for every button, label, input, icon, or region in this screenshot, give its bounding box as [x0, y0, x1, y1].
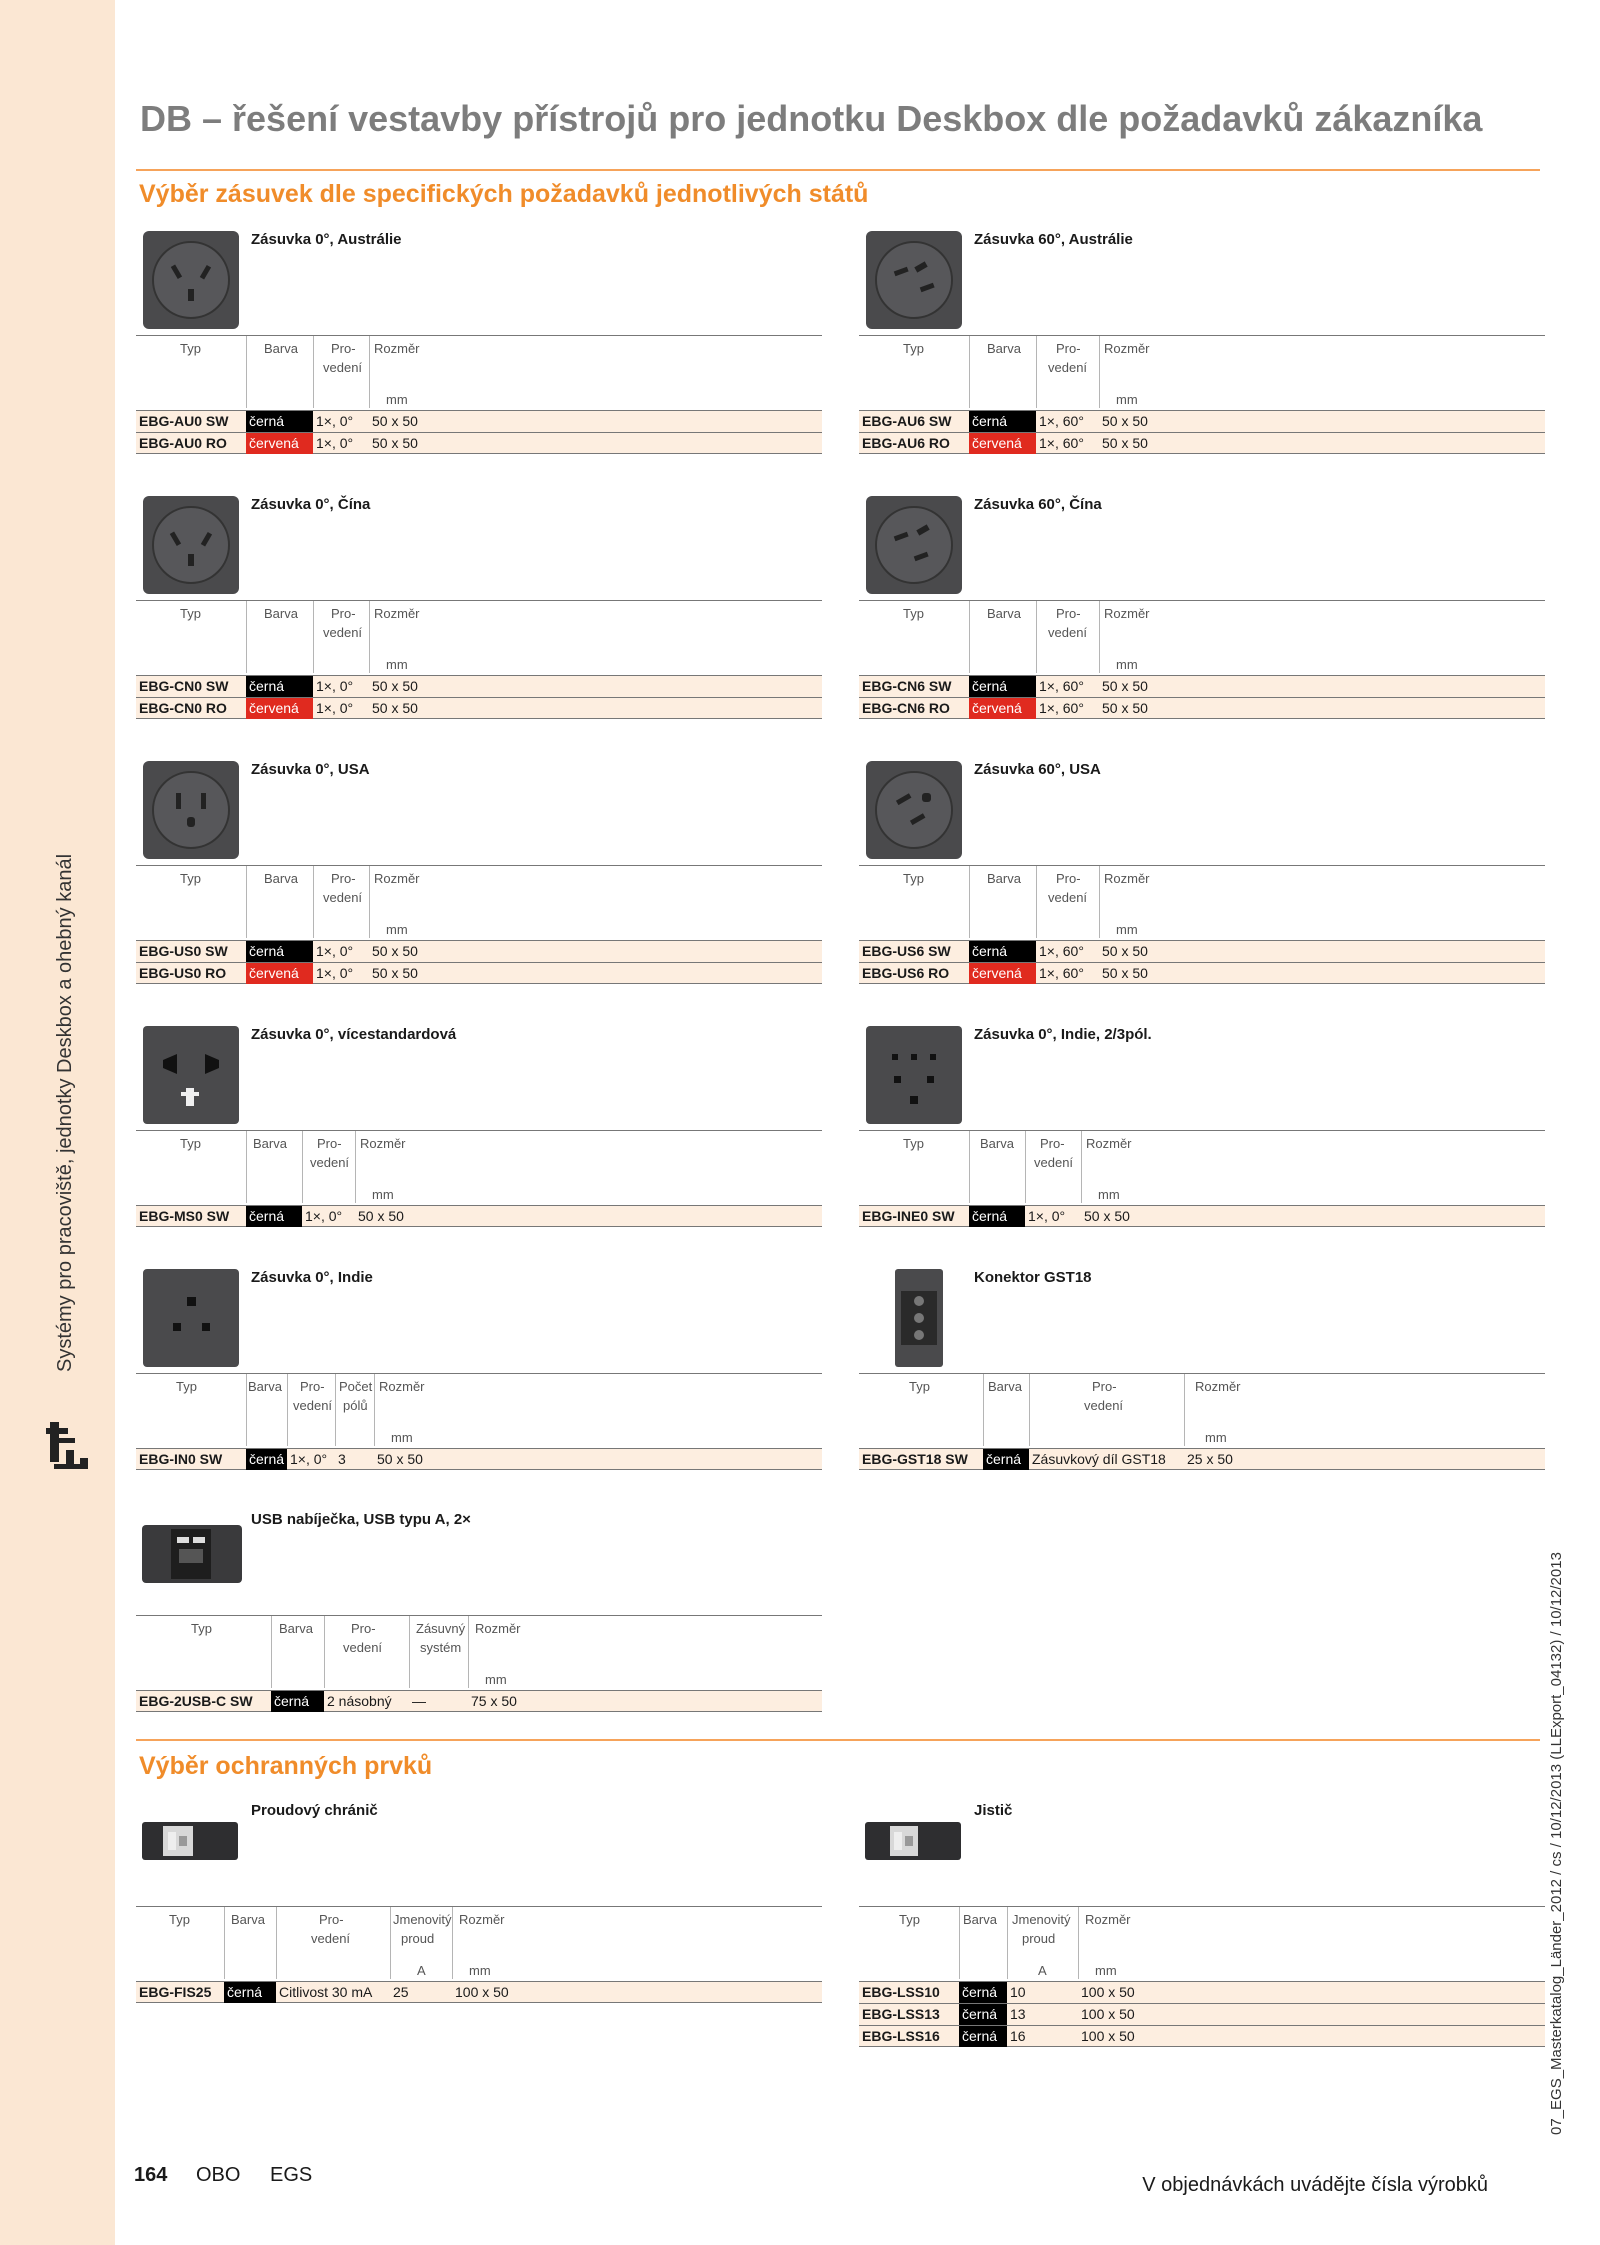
cell-current: 13	[1010, 2006, 1026, 2022]
col-pro: Pro-	[331, 871, 356, 886]
unit-mm: mm	[1116, 392, 1138, 407]
col-pro: Pro-	[1040, 1136, 1065, 1151]
socket-china-60-image	[864, 494, 964, 596]
cell-type: EBG-US6 RO	[862, 965, 950, 981]
connector-gst18-image	[864, 1267, 964, 1369]
product-block-cn0	[136, 494, 822, 722]
table-row	[859, 432, 1545, 454]
product-block-in0	[136, 1267, 822, 1473]
col-vedeni: vedení	[310, 1155, 350, 1170]
workstation-chapter-icon	[44, 1418, 96, 1476]
cell-type: EBG-LSS10	[862, 1984, 940, 2000]
unit-mm: mm	[386, 392, 408, 407]
product-block-us0	[136, 759, 822, 987]
col-rozmer: Rozměr	[360, 1136, 406, 1151]
col-rozmer: Rozměr	[1086, 1136, 1132, 1151]
product-block-au0	[136, 229, 822, 457]
circuit-breaker-image	[864, 1800, 964, 1862]
col-pro: Pro-	[1056, 341, 1081, 356]
col-barva: Barva	[987, 606, 1021, 621]
col-rozmer: Rozměr	[1104, 606, 1150, 621]
unit-ampere: A	[1038, 1963, 1047, 1978]
col-pro: Pro-	[1092, 1379, 1117, 1394]
col-typ: Typ	[191, 1621, 212, 1636]
cell-pro: 1×, 0°	[290, 1451, 328, 1467]
col-typ: Typ	[180, 341, 201, 356]
cell-color: černá	[271, 1691, 324, 1712]
cell-type: EBG-US6 SW	[862, 943, 951, 959]
product-title: Zásuvka 0°, Indie, 2/3pól.	[974, 1026, 1152, 1043]
table-row	[136, 410, 822, 432]
socket-india-image	[141, 1267, 241, 1369]
product-title: Zásuvka 60°, Čína	[974, 496, 1102, 513]
table-row	[859, 1205, 1545, 1227]
cell-type: EBG-LSS13	[862, 2006, 940, 2022]
socket-india-2-3pole-image	[864, 1024, 964, 1126]
col-jmenovity: Jmenovitý	[393, 1912, 452, 1927]
cell-current: 25	[393, 1984, 409, 2000]
table-header	[859, 335, 1545, 410]
col-typ: Typ	[899, 1912, 920, 1927]
cell-pro: 1×, 0°	[316, 435, 354, 451]
col-vedeni: vedení	[323, 625, 363, 640]
col-pro: Pro-	[331, 341, 356, 356]
cell-current: 10	[1010, 1984, 1026, 2000]
cell-size: 50 x 50	[372, 413, 418, 429]
cell-color: červená	[969, 963, 1036, 984]
section-rule	[136, 1739, 1540, 1741]
col-rozmer: Rozměr	[1104, 341, 1150, 356]
socket-australia-60-image	[864, 229, 964, 331]
col-pro: Pro-	[1056, 606, 1081, 621]
col-vedeni: vedení	[311, 1931, 351, 1946]
cell-color: červená	[246, 963, 313, 984]
col-typ: Typ	[903, 1136, 924, 1151]
cell-size: 50 x 50	[1102, 700, 1148, 716]
brand-name: OBO	[196, 2164, 241, 2186]
cell-size: 50 x 50	[358, 1208, 404, 1224]
socket-usa-0-image	[141, 759, 241, 861]
table-row	[136, 1981, 822, 2003]
socket-usa-60-image	[864, 759, 964, 861]
unit-mm: mm	[386, 657, 408, 672]
table-row	[859, 940, 1545, 962]
cell-color: černá	[969, 411, 1036, 432]
cell-size: 50 x 50	[372, 678, 418, 694]
cell-color: černá	[246, 411, 313, 432]
cell-pro: 1×, 60°	[1039, 413, 1084, 429]
table-row	[136, 1205, 822, 1227]
cell-pro: 1×, 0°	[316, 413, 354, 429]
cell-size: 50 x 50	[1102, 435, 1148, 451]
cell-type: EBG-CN0 RO	[139, 700, 227, 716]
cell-poles: 3	[338, 1451, 346, 1467]
product-title: Zásuvka 0°, USA	[251, 761, 370, 778]
product-block-ine0	[859, 1024, 1545, 1230]
col-typ: Typ	[176, 1379, 197, 1394]
unit-mm: mm	[1205, 1430, 1227, 1445]
col-typ: Typ	[169, 1912, 190, 1927]
product-title: Zásuvka 0°, Čína	[251, 496, 371, 513]
socket-australia-0-image	[141, 229, 241, 331]
cell-type: EBG-LSS16	[862, 2028, 940, 2044]
col-vedeni: vedení	[1048, 890, 1088, 905]
table-row	[859, 1448, 1545, 1470]
socket-china-0-image	[141, 494, 241, 596]
cell-color: černá	[246, 941, 313, 962]
cell-pro: 2 násobný	[327, 1693, 392, 1709]
product-title: USB nabíječka, USB typu A, 2×	[251, 1511, 471, 1528]
col-vedeni: vedení	[293, 1398, 333, 1413]
cell-type: EBG-GST18 SW	[862, 1451, 968, 1467]
cell-size: 50 x 50	[1102, 678, 1148, 694]
col-vedeni: vedení	[323, 890, 363, 905]
col-typ: Typ	[903, 871, 924, 886]
section-title-sockets: Výběr zásuvek dle specifických požadavků jednotlivých států	[139, 180, 869, 208]
col-barva: Barva	[988, 1379, 1022, 1394]
col-barva: Barva	[264, 871, 298, 886]
product-title: Zásuvka 60°, USA	[974, 761, 1101, 778]
cell-color: černá	[246, 1449, 287, 1470]
cell-pro: Zásuvkový díl GST18	[1032, 1451, 1166, 1467]
col-vedeni: vedení	[1034, 1155, 1074, 1170]
table-header	[136, 865, 822, 940]
rcd-image	[141, 1800, 241, 1862]
cell-size: 100 x 50	[1081, 1984, 1135, 2000]
cell-size: 50 x 50	[1102, 965, 1148, 981]
col-typ: Typ	[180, 1136, 201, 1151]
table-header	[136, 335, 822, 410]
cell-size: 50 x 50	[372, 943, 418, 959]
page-title: DB – řešení vestavby přístrojů pro jednotku Deskbox dle požadavků zákazníka	[140, 98, 1483, 139]
side-chapter-label: Systémy pro pracoviště, jednotky Deskbox a ohebný kanál	[54, 853, 76, 1372]
cell-pro: 1×, 60°	[1039, 700, 1084, 716]
col-rozmer: Rozměr	[379, 1379, 425, 1394]
cell-pro: 1×, 60°	[1039, 965, 1084, 981]
cell-pro: Citlivost 30 mA	[279, 1984, 373, 2000]
unit-mm: mm	[1116, 922, 1138, 937]
table-row	[136, 1448, 822, 1470]
cell-size: 100 x 50	[455, 1984, 509, 2000]
col-typ: Typ	[903, 341, 924, 356]
product-block-au6	[859, 229, 1545, 457]
cell-pro: 1×, 0°	[1028, 1208, 1066, 1224]
usb-charger-image	[141, 1509, 245, 1591]
catalog-name: EGS	[270, 2164, 313, 2186]
socket-multistandard-image	[141, 1024, 241, 1126]
cell-pro: 1×, 0°	[316, 943, 354, 959]
col-proud: proud	[401, 1931, 435, 1946]
col-barva: Barva	[987, 871, 1021, 886]
cell-type: EBG-US0 RO	[139, 965, 227, 981]
order-note: V objednávkách uvádějte čísla výrobků	[1142, 2174, 1488, 2196]
table-row	[859, 410, 1545, 432]
product-title: Jistič	[974, 1802, 1013, 1819]
cell-size: 50 x 50	[372, 700, 418, 716]
col-barva: Barva	[264, 606, 298, 621]
cell-type: EBG-FIS25	[139, 1984, 212, 2000]
table-header	[136, 600, 822, 675]
cell-pro: 1×, 60°	[1039, 943, 1084, 959]
cell-pro: 1×, 60°	[1039, 435, 1084, 451]
cell-type: EBG-AU6 RO	[862, 435, 950, 451]
product-block-cn6	[859, 494, 1545, 722]
product-block-gst18	[859, 1267, 1545, 1473]
cell-type: EBG-MS0 SW	[139, 1208, 230, 1224]
col-polu: pólů	[343, 1398, 368, 1413]
table-row	[136, 940, 822, 962]
cell-size: 50 x 50	[1102, 413, 1148, 429]
cell-type: EBG-2USB-C SW	[139, 1693, 253, 1709]
table-header	[859, 1906, 1545, 1981]
table-row	[136, 432, 822, 454]
cell-color: černá	[246, 1206, 302, 1227]
col-rozmer: Rozměr	[374, 606, 420, 621]
product-block-ms0	[136, 1024, 822, 1230]
cell-color: černá	[959, 2004, 1007, 2025]
unit-mm: mm	[386, 922, 408, 937]
col-pro: Pro-	[1056, 871, 1081, 886]
cell-plug-system: —	[412, 1693, 426, 1709]
table-row	[859, 697, 1545, 719]
col-barva: Barva	[980, 1136, 1014, 1151]
product-block-fis	[136, 1800, 822, 2006]
product-block-us6	[859, 759, 1545, 987]
cell-color: černá	[969, 676, 1036, 697]
table-header	[859, 865, 1545, 940]
unit-mm: mm	[372, 1187, 394, 1202]
product-block-lss	[859, 1800, 1545, 2050]
cell-size: 50 x 50	[372, 435, 418, 451]
unit-mm: mm	[469, 1963, 491, 1978]
product-title: Zásuvka 0°, Indie	[251, 1269, 373, 1286]
table-row	[859, 962, 1545, 984]
cell-size: 50 x 50	[372, 965, 418, 981]
table-row	[859, 1981, 1545, 2003]
cell-pro: 1×, 0°	[305, 1208, 343, 1224]
col-rozmer: Rozměr	[475, 1621, 521, 1636]
cell-type: EBG-AU0 SW	[139, 413, 229, 429]
cell-color: červená	[969, 433, 1036, 454]
cell-type: EBG-INE0 SW	[862, 1208, 955, 1224]
cell-pro: 1×, 0°	[316, 700, 354, 716]
product-title: Zásuvka 0°, Austrálie	[251, 231, 402, 248]
cell-size: 50 x 50	[1102, 943, 1148, 959]
cell-type: EBG-AU6 SW	[862, 413, 952, 429]
cell-color: černá	[959, 1982, 1007, 2003]
col-vedeni: vedení	[343, 1640, 383, 1655]
table-header	[859, 600, 1545, 675]
col-rozmer: Rozměr	[374, 341, 420, 356]
table-header	[859, 1373, 1545, 1448]
cell-current: 16	[1010, 2028, 1026, 2044]
col-zasuvny: Zásuvný	[416, 1621, 466, 1636]
product-block-usb	[136, 1509, 822, 1715]
col-pro: Pro-	[351, 1621, 376, 1636]
cell-color: černá	[224, 1982, 276, 2003]
cell-size: 25 x 50	[1187, 1451, 1233, 1467]
table-row	[859, 675, 1545, 697]
col-barva: Barva	[264, 341, 298, 356]
col-pro: Pro-	[317, 1136, 342, 1151]
col-pro: Pro-	[319, 1912, 344, 1927]
cell-pro: 1×, 60°	[1039, 678, 1084, 694]
col-vedeni: vedení	[1048, 360, 1088, 375]
print-metadata: 07_EGS_Masterkatalog_Länder_2012 / cs / 10/12/2013 (LLExport_04132) / 10/12/2013	[1548, 1552, 1565, 2135]
col-vedeni: vedení	[1048, 625, 1088, 640]
col-typ: Typ	[180, 606, 201, 621]
col-proud: proud	[1022, 1931, 1056, 1946]
unit-mm: mm	[1116, 657, 1138, 672]
col-barva: Barva	[253, 1136, 287, 1151]
col-barva: Barva	[987, 341, 1021, 356]
cell-size: 50 x 50	[377, 1451, 423, 1467]
table-header	[136, 1373, 822, 1448]
cell-size: 50 x 50	[1084, 1208, 1130, 1224]
cell-color: černá	[246, 676, 313, 697]
cell-size: 75 x 50	[471, 1693, 517, 1709]
table-row	[859, 2003, 1545, 2025]
table-row	[859, 2025, 1545, 2047]
cell-color: černá	[983, 1449, 1029, 1470]
table-header	[136, 1130, 822, 1205]
cell-color: červená	[246, 698, 313, 719]
unit-mm: mm	[1095, 1963, 1117, 1978]
cell-size: 100 x 50	[1081, 2006, 1135, 2022]
col-rozmer: Rozměr	[1104, 871, 1150, 886]
col-pro: Pro-	[300, 1379, 325, 1394]
cell-type: EBG-CN0 SW	[139, 678, 229, 694]
col-typ: Typ	[903, 606, 924, 621]
table-row	[136, 962, 822, 984]
cell-type: EBG-AU0 RO	[139, 435, 227, 451]
table-header	[136, 1615, 822, 1690]
product-title: Zásuvka 60°, Austrálie	[974, 231, 1133, 248]
cell-size: 100 x 50	[1081, 2028, 1135, 2044]
cell-type: EBG-IN0 SW	[139, 1451, 223, 1467]
col-vedeni: vedení	[323, 360, 363, 375]
unit-mm: mm	[391, 1430, 413, 1445]
col-barva: Barva	[963, 1912, 997, 1927]
unit-mm: mm	[1098, 1187, 1120, 1202]
cell-pro: 1×, 0°	[316, 678, 354, 694]
table-row	[136, 697, 822, 719]
cell-color: černá	[959, 2026, 1007, 2047]
title-rule	[136, 169, 1540, 171]
cell-type: EBG-US0 SW	[139, 943, 228, 959]
col-rozmer: Rozměr	[1195, 1379, 1241, 1394]
col-jmenovity: Jmenovitý	[1012, 1912, 1071, 1927]
cell-type: EBG-CN6 SW	[862, 678, 952, 694]
col-typ: Typ	[909, 1379, 930, 1394]
cell-color: černá	[969, 1206, 1025, 1227]
cell-color: červená	[246, 433, 313, 454]
cell-type: EBG-CN6 RO	[862, 700, 950, 716]
cell-color: červená	[969, 698, 1036, 719]
col-rozmer: Rozměr	[1085, 1912, 1131, 1927]
product-title: Zásuvka 0°, vícestandardová	[251, 1026, 457, 1043]
col-rozmer: Rozměr	[459, 1912, 505, 1927]
cell-pro: 1×, 0°	[316, 965, 354, 981]
col-typ: Typ	[180, 871, 201, 886]
col-pro: Pro-	[331, 606, 356, 621]
col-pocet: Počet	[339, 1379, 373, 1394]
col-barva: Barva	[279, 1621, 313, 1636]
page-number: 164	[134, 2164, 168, 2186]
cell-color: černá	[969, 941, 1036, 962]
col-system: systém	[420, 1640, 462, 1655]
col-rozmer: Rozměr	[374, 871, 420, 886]
section-title-protection: Výběr ochranných prvků	[139, 1752, 433, 1780]
product-title: Konektor GST18	[974, 1269, 1092, 1286]
unit-ampere: A	[417, 1963, 426, 1978]
col-vedeni: vedení	[1084, 1398, 1124, 1413]
product-title: Proudový chránič	[251, 1802, 378, 1819]
table-row	[136, 1690, 822, 1712]
col-barva: Barva	[231, 1912, 265, 1927]
table-row	[136, 675, 822, 697]
unit-mm: mm	[485, 1672, 507, 1687]
col-barva: Barva	[248, 1379, 282, 1394]
table-header	[859, 1130, 1545, 1205]
table-header	[136, 1906, 822, 1981]
